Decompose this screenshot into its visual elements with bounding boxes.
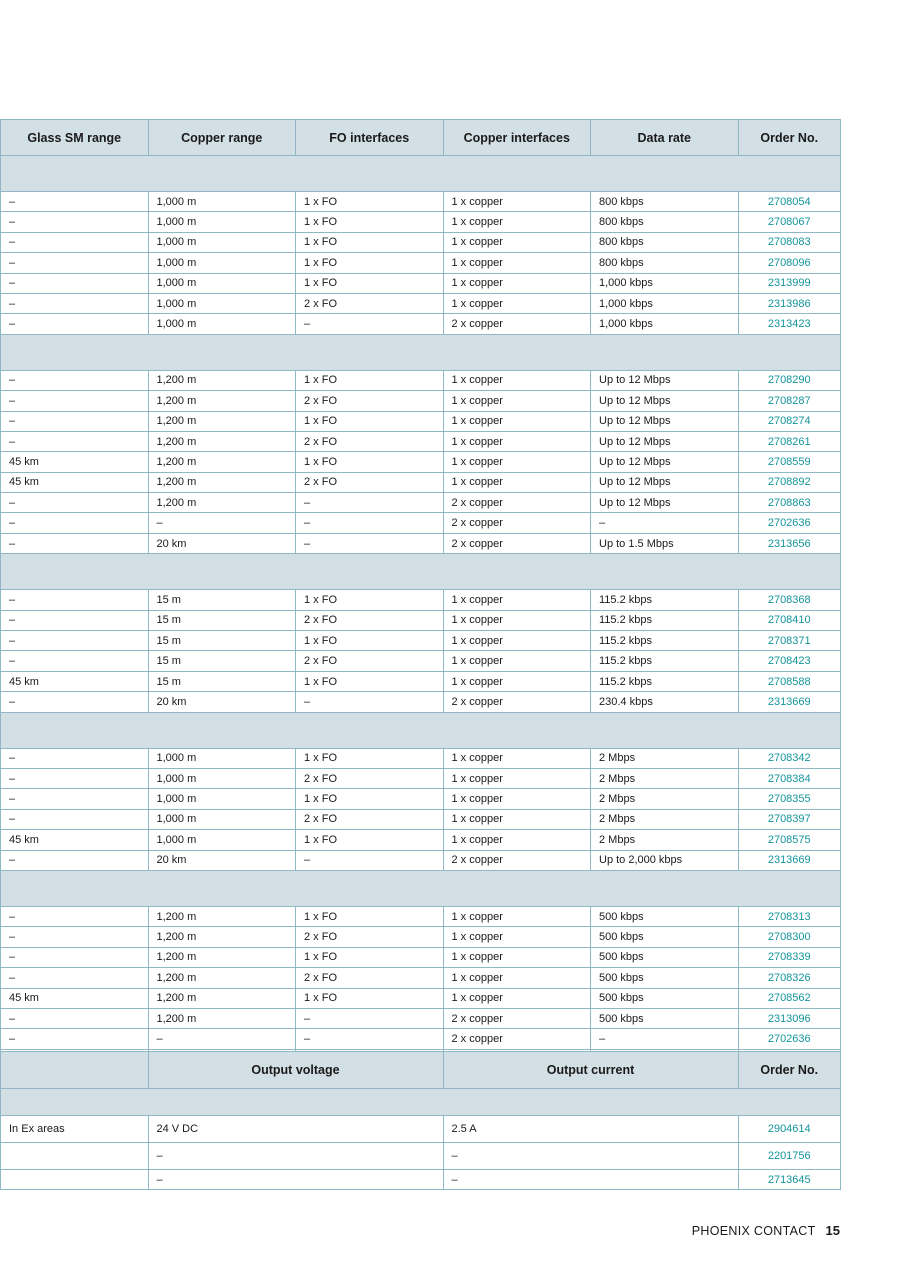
cell-copper-interfaces: 2 x copper [443, 493, 591, 513]
table-row [1, 631, 841, 651]
cell-data-rate: Up to 12 Mbps [591, 431, 739, 451]
cell-fo-interfaces: 2 x FO [296, 610, 444, 630]
table-header-row [1, 1052, 841, 1089]
cell-order-no[interactable]: 2313999 [738, 273, 841, 293]
cell-fo-interfaces: 1 x FO [296, 253, 444, 273]
cell-data-rate: 115.2 kbps [591, 671, 739, 691]
table-row [1, 671, 841, 691]
cell-copper-range: 1,000 m [148, 768, 296, 788]
cell-order-no[interactable]: 2904614 [738, 1116, 841, 1143]
cell-copper-interfaces: 1 x copper [443, 768, 591, 788]
cell-copper-range: – [148, 513, 296, 533]
cell-output-current: 2.5 A [443, 1116, 738, 1143]
cell-glass-sm-range: – [1, 212, 149, 232]
cell-copper-range: 1,000 m [148, 192, 296, 212]
header-order-no: Order No. [738, 1052, 841, 1089]
cell-copper-interfaces: 1 x copper [443, 631, 591, 651]
cell-data-rate: Up to 12 Mbps [591, 493, 739, 513]
cell-glass-sm-range: – [1, 192, 149, 212]
group-separator-cell [1, 870, 841, 906]
cell-copper-interfaces: 1 x copper [443, 212, 591, 232]
header-data-rate: Data rate [591, 120, 739, 156]
group-separator-row [1, 156, 841, 192]
cell-glass-sm-range: – [1, 273, 149, 293]
cell-glass-sm-range: – [1, 1029, 149, 1049]
cell-data-rate: Up to 12 Mbps [591, 452, 739, 472]
cell-order-no[interactable]: 2708326 [738, 968, 841, 988]
table-row [1, 212, 841, 232]
cell-fo-interfaces: 1 x FO [296, 192, 444, 212]
cell-order-no[interactable]: 2708067 [738, 212, 841, 232]
cell-copper-range: 1,200 m [148, 493, 296, 513]
table-row [1, 1116, 841, 1143]
table-row [1, 988, 841, 1008]
cell-copper-range: 1,200 m [148, 968, 296, 988]
header-order-no: Order No. [738, 120, 841, 156]
cell-order-no[interactable]: 2708368 [738, 590, 841, 610]
cell-data-rate: Up to 12 Mbps [591, 370, 739, 390]
cell-data-rate: 800 kbps [591, 212, 739, 232]
cell-data-rate: Up to 2,000 kbps [591, 850, 739, 870]
cell-order-no[interactable]: 2708423 [738, 651, 841, 671]
table-row [1, 968, 841, 988]
cell-copper-interfaces: 2 x copper [443, 533, 591, 553]
cell-data-rate: 800 kbps [591, 192, 739, 212]
cell-order-no[interactable]: 2708339 [738, 947, 841, 967]
cell-fo-interfaces: 1 x FO [296, 590, 444, 610]
table-row [1, 748, 841, 768]
cell-copper-range: 1,200 m [148, 906, 296, 926]
cell-data-rate: 2 Mbps [591, 809, 739, 829]
table-row [1, 1170, 841, 1190]
cell-glass-sm-range: – [1, 692, 149, 712]
cell-copper-interfaces: 1 x copper [443, 192, 591, 212]
table-row [1, 493, 841, 513]
table-body [1, 156, 841, 1070]
cell-order-no[interactable]: 2708371 [738, 631, 841, 651]
cell-fo-interfaces: 2 x FO [296, 651, 444, 671]
table-row [1, 830, 841, 850]
cell-output-current: – [443, 1143, 738, 1170]
table-row [1, 411, 841, 431]
cell-copper-interfaces: 1 x copper [443, 830, 591, 850]
cell-glass-sm-range: – [1, 590, 149, 610]
cell-data-rate: 500 kbps [591, 906, 739, 926]
header-output-current: Output current [443, 1052, 738, 1089]
cell-copper-interfaces: 1 x copper [443, 431, 591, 451]
cell-data-rate: 500 kbps [591, 1008, 739, 1028]
cell-copper-interfaces: 1 x copper [443, 411, 591, 431]
cell-data-rate: 500 kbps [591, 927, 739, 947]
cell-fo-interfaces: 2 x FO [296, 968, 444, 988]
cell-data-rate: 2 Mbps [591, 789, 739, 809]
cell-glass-sm-range: – [1, 493, 149, 513]
cell-order-no[interactable]: 2708863 [738, 493, 841, 513]
cell-glass-sm-range: – [1, 947, 149, 967]
cell-fo-interfaces: 1 x FO [296, 906, 444, 926]
cell-copper-interfaces: 1 x copper [443, 370, 591, 390]
header-copper-interfaces: Copper interfaces [443, 120, 591, 156]
cell-data-rate: 115.2 kbps [591, 631, 739, 651]
cell-copper-range: 1,200 m [148, 947, 296, 967]
cell-copper-range: 1,000 m [148, 212, 296, 232]
page-footer [692, 1223, 840, 1238]
cell-glass-sm-range: – [1, 513, 149, 533]
cell-copper-interfaces: 1 x copper [443, 452, 591, 472]
cell-copper-interfaces: 1 x copper [443, 906, 591, 926]
table-row [1, 850, 841, 870]
table-row [1, 927, 841, 947]
cell-data-rate: 500 kbps [591, 988, 739, 1008]
cell-copper-range: 15 m [148, 651, 296, 671]
cell-copper-range: 20 km [148, 692, 296, 712]
cell-copper-range: 20 km [148, 850, 296, 870]
cell-fo-interfaces: 1 x FO [296, 671, 444, 691]
table-row [1, 947, 841, 967]
table-row [1, 253, 841, 273]
table-row [1, 273, 841, 293]
cell-order-no[interactable]: 2708054 [738, 192, 841, 212]
cell-glass-sm-range: – [1, 610, 149, 630]
cell-fo-interfaces: 1 x FO [296, 370, 444, 390]
cell-copper-range: 1,000 m [148, 830, 296, 850]
group-separator-cell [1, 712, 841, 748]
cell-order-no[interactable]: 2708588 [738, 671, 841, 691]
cell-copper-interfaces: 2 x copper [443, 1029, 591, 1049]
cell-output-current: – [443, 1170, 738, 1190]
table-row [1, 1029, 841, 1049]
cell-fo-interfaces: 1 x FO [296, 273, 444, 293]
cell-copper-interfaces: 1 x copper [443, 610, 591, 630]
cell-order-no[interactable]: 2708290 [738, 370, 841, 390]
cell-fo-interfaces: 1 x FO [296, 748, 444, 768]
product-table-power-supply [0, 1051, 841, 1190]
cell-data-rate: Up to 12 Mbps [591, 472, 739, 492]
cell-data-rate: 800 kbps [591, 253, 739, 273]
cell-order-no[interactable]: 2708261 [738, 431, 841, 451]
cell-fo-interfaces: 2 x FO [296, 391, 444, 411]
cell-fo-interfaces: – [296, 493, 444, 513]
cell-copper-interfaces: 1 x copper [443, 789, 591, 809]
cell-fo-interfaces: 1 x FO [296, 947, 444, 967]
cell-copper-range: 1,200 m [148, 988, 296, 1008]
cell-copper-interfaces: 1 x copper [443, 590, 591, 610]
cell-glass-sm-range: – [1, 411, 149, 431]
cell-order-no[interactable]: 2708287 [738, 391, 841, 411]
cell-glass-sm-range: 45 km [1, 472, 149, 492]
cell-data-rate: 1,000 kbps [591, 293, 739, 313]
cell-data-rate: 1,000 kbps [591, 314, 739, 334]
cell-copper-range: 1,200 m [148, 370, 296, 390]
cell-order-no[interactable]: 2713645 [738, 1170, 841, 1190]
table-row [1, 533, 841, 553]
table-row [1, 590, 841, 610]
cell-copper-interfaces: 1 x copper [443, 232, 591, 252]
cell-glass-sm-range: – [1, 850, 149, 870]
cell-data-rate: – [591, 513, 739, 533]
cell-fo-interfaces: – [296, 513, 444, 533]
page-number: 15 [825, 1223, 840, 1238]
header-glass-sm-range: Glass SM range [1, 120, 149, 156]
cell-copper-interfaces: 1 x copper [443, 472, 591, 492]
cell-order-no[interactable]: 2313096 [738, 1008, 841, 1028]
cell-order-no[interactable]: 2313669 [738, 850, 841, 870]
table-row [1, 192, 841, 212]
cell-fo-interfaces: 2 x FO [296, 927, 444, 947]
cell-glass-sm-range: – [1, 293, 149, 313]
cell-copper-range: 1,000 m [148, 748, 296, 768]
cell-copper-interfaces: 1 x copper [443, 391, 591, 411]
group-separator-row [1, 712, 841, 748]
table-row [1, 452, 841, 472]
cell-copper-interfaces: 1 x copper [443, 988, 591, 1008]
cell-fo-interfaces: 1 x FO [296, 988, 444, 1008]
cell-order-no[interactable]: 2708313 [738, 906, 841, 926]
cell-order-no[interactable]: 2708342 [738, 748, 841, 768]
cell-order-no[interactable]: 2708559 [738, 452, 841, 472]
cell-fo-interfaces: 1 x FO [296, 830, 444, 850]
cell-data-rate: 500 kbps [591, 947, 739, 967]
cell-category [1, 1143, 149, 1170]
cell-fo-interfaces: 1 x FO [296, 212, 444, 232]
cell-copper-interfaces: 1 x copper [443, 293, 591, 313]
cell-glass-sm-range: – [1, 314, 149, 334]
table-row [1, 1143, 841, 1170]
cell-order-no[interactable]: 2708397 [738, 809, 841, 829]
cell-copper-range: 15 m [148, 631, 296, 651]
table-row [1, 789, 841, 809]
cell-fo-interfaces: – [296, 314, 444, 334]
cell-glass-sm-range: – [1, 533, 149, 553]
table-row [1, 906, 841, 926]
cell-order-no[interactable]: 2708410 [738, 610, 841, 630]
cell-copper-range: 20 km [148, 533, 296, 553]
cell-glass-sm-range: – [1, 906, 149, 926]
cell-copper-interfaces: 1 x copper [443, 671, 591, 691]
cell-category: In Ex areas [1, 1116, 149, 1143]
cell-glass-sm-range: 45 km [1, 452, 149, 472]
table-row [1, 431, 841, 451]
table-body [1, 1089, 841, 1190]
cell-glass-sm-range: – [1, 748, 149, 768]
cell-fo-interfaces: – [296, 692, 444, 712]
cell-fo-interfaces: 1 x FO [296, 452, 444, 472]
cell-order-no[interactable]: 2313423 [738, 314, 841, 334]
cell-fo-interfaces: 2 x FO [296, 768, 444, 788]
cell-data-rate: 115.2 kbps [591, 590, 739, 610]
table-row [1, 370, 841, 390]
cell-data-rate: 230.4 kbps [591, 692, 739, 712]
cell-copper-range: 1,200 m [148, 927, 296, 947]
cell-output-voltage: 24 V DC [148, 1116, 443, 1143]
cell-order-no[interactable]: 2708300 [738, 927, 841, 947]
cell-copper-range: 1,000 m [148, 232, 296, 252]
cell-glass-sm-range: – [1, 968, 149, 988]
cell-order-no[interactable]: 2708575 [738, 830, 841, 850]
cell-fo-interfaces: 1 x FO [296, 631, 444, 651]
header-fo-interfaces: FO interfaces [296, 120, 444, 156]
cell-copper-range: 1,200 m [148, 472, 296, 492]
cell-fo-interfaces: – [296, 533, 444, 553]
cell-order-no[interactable]: 2708892 [738, 472, 841, 492]
cell-copper-range: 1,200 m [148, 452, 296, 472]
cell-copper-interfaces: 2 x copper [443, 1008, 591, 1028]
table-row [1, 651, 841, 671]
cell-data-rate: 2 Mbps [591, 748, 739, 768]
cell-copper-range: 1,000 m [148, 293, 296, 313]
group-separator-cell [1, 554, 841, 590]
cell-glass-sm-range: 45 km [1, 830, 149, 850]
cell-order-no[interactable]: 2708096 [738, 253, 841, 273]
cell-data-rate: – [591, 1029, 739, 1049]
table-row [1, 232, 841, 252]
table-row [1, 768, 841, 788]
group-separator-cell [1, 156, 841, 192]
cell-glass-sm-range: – [1, 768, 149, 788]
header-output-voltage: Output voltage [148, 1052, 443, 1089]
cell-glass-sm-range: – [1, 809, 149, 829]
cell-data-rate: 115.2 kbps [591, 610, 739, 630]
cell-fo-interfaces: 1 x FO [296, 789, 444, 809]
cell-fo-interfaces: 1 x FO [296, 411, 444, 431]
table-row [1, 472, 841, 492]
group-separator-row [1, 334, 841, 370]
cell-fo-interfaces: 1 x FO [296, 232, 444, 252]
cell-copper-interfaces: 1 x copper [443, 748, 591, 768]
cell-data-rate: 115.2 kbps [591, 651, 739, 671]
cell-glass-sm-range: – [1, 927, 149, 947]
cell-glass-sm-range: – [1, 232, 149, 252]
cell-copper-interfaces: 2 x copper [443, 850, 591, 870]
cell-copper-interfaces: 1 x copper [443, 968, 591, 988]
cell-copper-range: 1,000 m [148, 314, 296, 334]
cell-copper-range: 1,200 m [148, 1008, 296, 1028]
cell-glass-sm-range: – [1, 1008, 149, 1028]
cell-copper-interfaces: 2 x copper [443, 513, 591, 533]
cell-order-no[interactable]: 2201756 [738, 1143, 841, 1170]
cell-fo-interfaces: – [296, 1029, 444, 1049]
cell-glass-sm-range: – [1, 789, 149, 809]
cell-glass-sm-range: – [1, 651, 149, 671]
cell-copper-range: 1,000 m [148, 253, 296, 273]
cell-data-rate: 2 Mbps [591, 768, 739, 788]
cell-copper-interfaces: 1 x copper [443, 651, 591, 671]
table-row [1, 513, 841, 533]
cell-data-rate: 2 Mbps [591, 830, 739, 850]
cell-glass-sm-range: 45 km [1, 671, 149, 691]
cell-copper-range: – [148, 1029, 296, 1049]
cell-copper-interfaces: 1 x copper [443, 809, 591, 829]
cell-copper-interfaces: 1 x copper [443, 947, 591, 967]
cell-order-no[interactable]: 2708562 [738, 988, 841, 1008]
group-separator-row [1, 870, 841, 906]
table-row [1, 809, 841, 829]
cell-category [1, 1170, 149, 1190]
cell-copper-range: 1,200 m [148, 391, 296, 411]
cell-order-no[interactable]: 2708083 [738, 232, 841, 252]
cell-copper-range: 1,000 m [148, 273, 296, 293]
cell-copper-range: 1,200 m [148, 411, 296, 431]
cell-copper-interfaces: 1 x copper [443, 273, 591, 293]
cell-copper-interfaces: 1 x copper [443, 253, 591, 273]
table-row [1, 1008, 841, 1028]
cell-fo-interfaces: – [296, 1008, 444, 1028]
cell-copper-range: 15 m [148, 590, 296, 610]
cell-copper-range: 1,000 m [148, 789, 296, 809]
cell-copper-interfaces: 1 x copper [443, 927, 591, 947]
table-header-row [1, 120, 841, 156]
group-separator-cell [1, 1089, 841, 1116]
cell-data-rate: Up to 12 Mbps [591, 411, 739, 431]
product-table-interfaces [0, 119, 841, 1070]
cell-order-no[interactable]: 2313986 [738, 293, 841, 313]
cell-glass-sm-range: – [1, 391, 149, 411]
cell-fo-interfaces: 2 x FO [296, 809, 444, 829]
cell-data-rate: 1,000 kbps [591, 273, 739, 293]
cell-output-voltage: – [148, 1143, 443, 1170]
cell-glass-sm-range: – [1, 631, 149, 651]
cell-glass-sm-range: 45 km [1, 988, 149, 1008]
cell-copper-range: 15 m [148, 671, 296, 691]
cell-copper-range: 1,200 m [148, 431, 296, 451]
group-separator-row [1, 554, 841, 590]
table-row [1, 314, 841, 334]
table-row [1, 692, 841, 712]
group-separator-cell [1, 334, 841, 370]
cell-order-no[interactable]: 2708384 [738, 768, 841, 788]
cell-copper-interfaces: 2 x copper [443, 692, 591, 712]
cell-order-no[interactable]: 2313656 [738, 533, 841, 553]
cell-output-voltage: – [148, 1170, 443, 1190]
cell-order-no[interactable]: 2313669 [738, 692, 841, 712]
cell-copper-range: 15 m [148, 610, 296, 630]
cell-fo-interfaces: 2 x FO [296, 293, 444, 313]
table-row [1, 610, 841, 630]
cell-fo-interfaces: – [296, 850, 444, 870]
cell-data-rate: 500 kbps [591, 968, 739, 988]
cell-glass-sm-range: – [1, 253, 149, 273]
cell-fo-interfaces: 2 x FO [296, 431, 444, 451]
group-separator-row [1, 1089, 841, 1116]
cell-order-no[interactable]: 2708274 [738, 411, 841, 431]
header-blank [1, 1052, 149, 1089]
cell-data-rate: Up to 1.5 Mbps [591, 533, 739, 553]
brand-name: PHOENIX CONTACT [691, 1224, 816, 1238]
cell-fo-interfaces: 2 x FO [296, 472, 444, 492]
cell-glass-sm-range: – [1, 431, 149, 451]
cell-data-rate: Up to 12 Mbps [591, 391, 739, 411]
cell-copper-interfaces: 2 x copper [443, 314, 591, 334]
cell-order-no[interactable]: 2702636 [738, 1029, 841, 1049]
cell-glass-sm-range: – [1, 370, 149, 390]
cell-order-no[interactable]: 2702636 [738, 513, 841, 533]
header-copper-range: Copper range [148, 120, 296, 156]
table-row [1, 293, 841, 313]
table-row [1, 391, 841, 411]
cell-copper-range: 1,000 m [148, 809, 296, 829]
cell-order-no[interactable]: 2708355 [738, 789, 841, 809]
cell-data-rate: 800 kbps [591, 232, 739, 252]
